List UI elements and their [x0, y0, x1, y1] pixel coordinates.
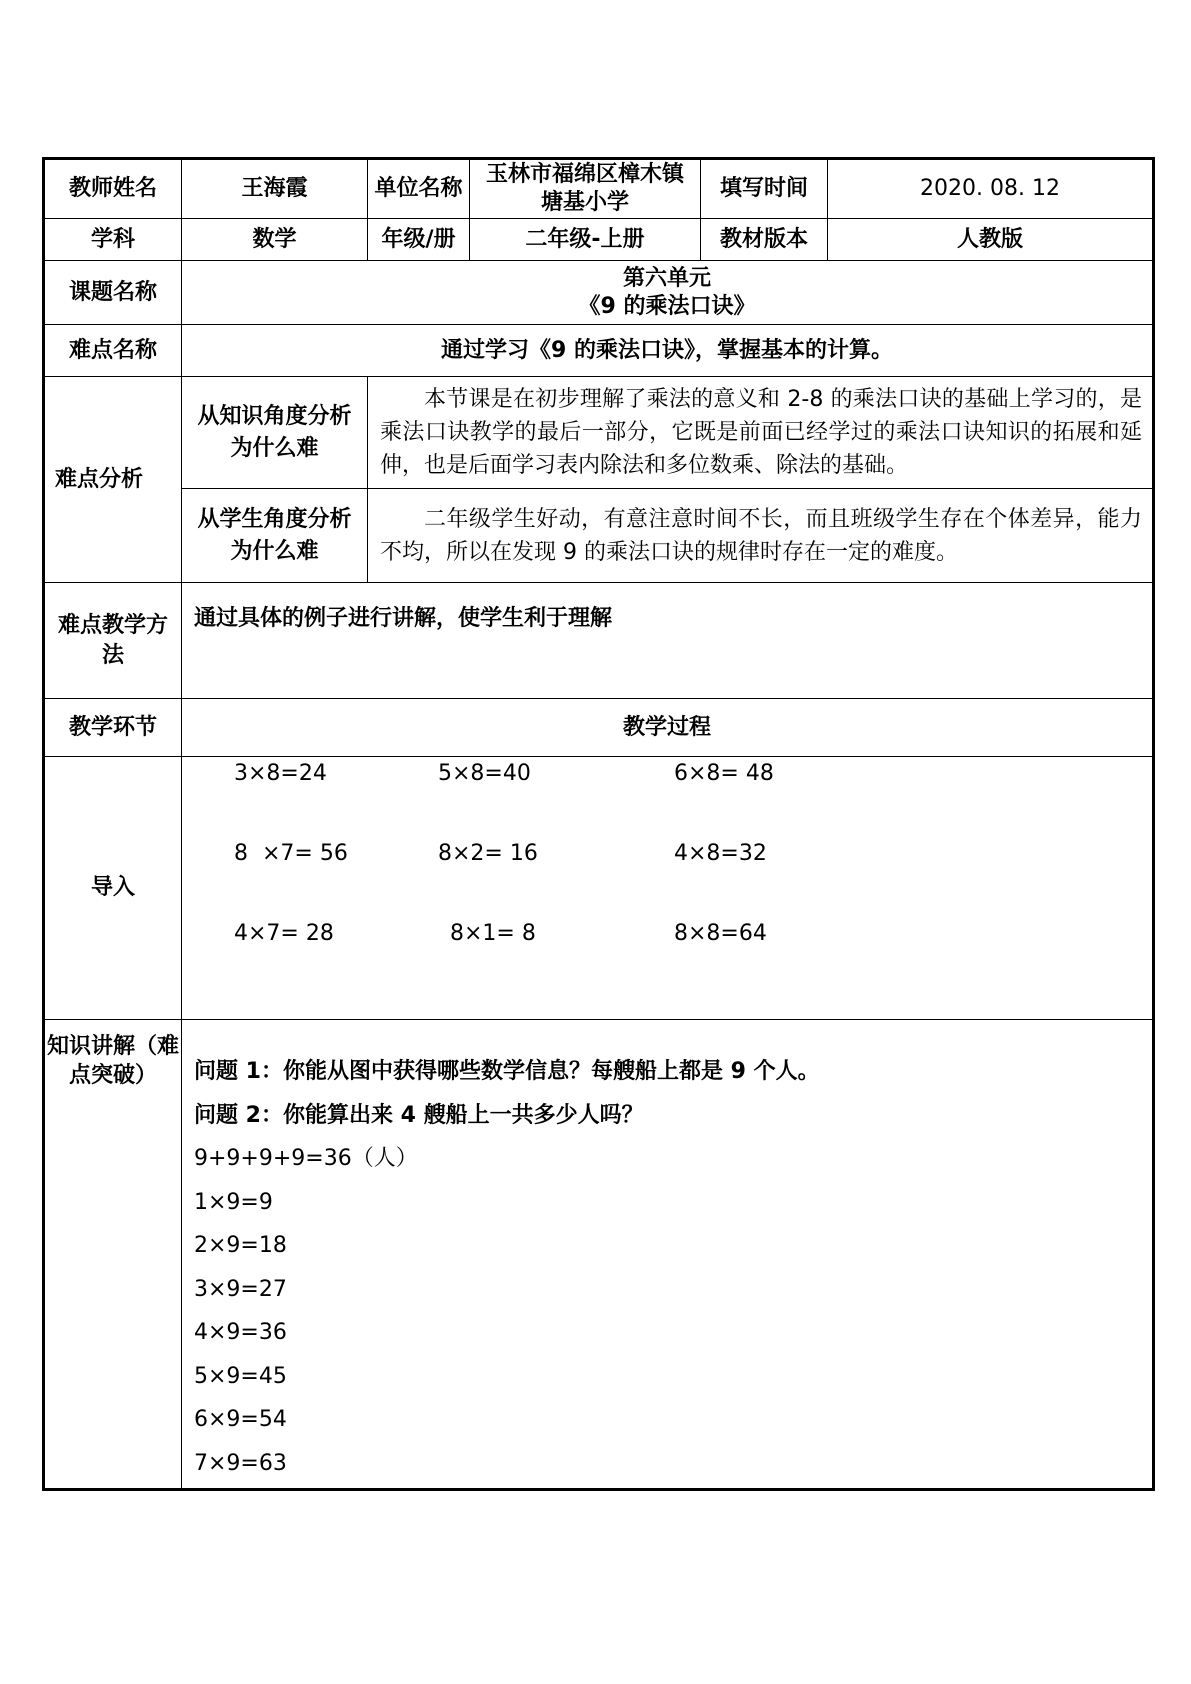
stage-header: 教学环节	[44, 699, 182, 757]
knowledge-angle-label: 从知识角度分析为什么难	[182, 377, 368, 489]
intro-calc: 3×8=24	[234, 761, 327, 786]
question-1: 问题 1：你能从图中获得哪些数学信息？每艘船上都是 9 个人。	[194, 1059, 820, 1084]
analysis-label: 难点分析	[44, 377, 182, 583]
topic-unit: 第六单元	[622, 265, 711, 291]
teacher-name-value: 王海霞	[182, 159, 368, 219]
header-row-1	[44, 159, 1154, 219]
knowledge-line: 6×9=54	[194, 1407, 287, 1432]
topic-value	[182, 261, 1154, 325]
knowledge-line: 9+9+9+9=36（人）	[194, 1146, 418, 1171]
intro-calc: 8 ×7= 56	[234, 841, 348, 866]
date-label: 填写时间	[701, 159, 828, 219]
difficulty-value: 通过学习《9 的乘法口诀》，掌握基本的计算。	[182, 325, 1154, 377]
knowledge-angle-text: 本节课是在初步理解了乘法的意义和 2-8 的乘法口诀的基础上学习的，是乘法口诀教学的最后一部分，它既是前面已经学过的乘法口诀知识的拓展和延伸，也是后面学习表内除法和多位数乘、除法的基础。	[368, 377, 1154, 489]
knowledge-line: 1×9=9	[194, 1189, 273, 1215]
knowledge-line: 3×9=27	[194, 1276, 287, 1302]
intro-calc: 4×7= 28	[234, 921, 334, 946]
intro-calc: 4×8=32	[674, 841, 767, 866]
student-angle-text: 二年级学生好动，有意注意时间不长，而且班级学生存在个体差异，能力不均，所以在发现 9 的乘法口诀的规律时存在一定的难度。	[368, 489, 1154, 583]
difficulty-label: 难点名称	[44, 325, 182, 377]
analysis-student-row	[44, 489, 1154, 583]
knowledge-line: 2×9=18	[194, 1233, 287, 1258]
school-label: 单位名称	[368, 159, 470, 219]
school-value: 玉林市福绵区樟木镇塘基小学	[470, 159, 701, 219]
subject-label: 学科	[44, 219, 182, 261]
edition-value: 人教版	[828, 219, 1154, 261]
knowledge-line: 7×9=63	[194, 1450, 287, 1476]
grade-label: 年级/册	[368, 219, 470, 261]
lesson-plan-page	[42, 157, 1152, 1491]
knowledge-row	[44, 1020, 1154, 1490]
method-label: 难点教学方法	[44, 583, 182, 699]
header-row-2	[44, 219, 1154, 261]
analysis-knowledge-row	[44, 377, 1154, 489]
intro-row	[44, 757, 1154, 1020]
knowledge-label: 知识讲解（难点突破）	[44, 1020, 182, 1490]
topic-row	[44, 261, 1154, 325]
question-2: 问题 2：你能算出来 4 艘船上一共多少人吗？	[194, 1102, 644, 1128]
process-header: 教学过程	[182, 699, 1154, 757]
intro-calc: 8×8=64	[674, 921, 767, 946]
knowledge-line: 4×9=36	[194, 1320, 287, 1345]
subject-value: 数学	[182, 219, 368, 261]
intro-calc: 8×2= 16	[438, 841, 538, 866]
intro-label: 导入	[44, 757, 182, 1020]
difficulty-row	[44, 325, 1154, 377]
knowledge-content	[182, 1020, 1154, 1490]
date-value: 2020. 08. 12	[828, 159, 1154, 219]
method-row	[44, 583, 1154, 699]
method-value: 通过具体的例子进行讲解，使学生利于理解	[182, 583, 1154, 699]
intro-calc: 8×1= 8	[450, 921, 536, 946]
topic-title: 《9 的乘法口诀》	[578, 293, 756, 319]
lesson-plan-table	[42, 157, 1155, 1491]
grade-value: 二年级-上册	[470, 219, 701, 261]
intro-calc-grid	[182, 757, 1152, 1019]
teacher-name-label: 教师姓名	[44, 159, 182, 219]
knowledge-line: 5×9=45	[194, 1363, 287, 1389]
student-angle-label: 从学生角度分析为什么难	[182, 489, 368, 583]
intro-calc: 6×8= 48	[674, 761, 774, 786]
intro-calc: 5×8=40	[438, 761, 531, 786]
topic-label: 课题名称	[44, 261, 182, 325]
edition-label: 教材版本	[701, 219, 828, 261]
intro-content	[182, 757, 1154, 1020]
process-header-row	[44, 699, 1154, 757]
